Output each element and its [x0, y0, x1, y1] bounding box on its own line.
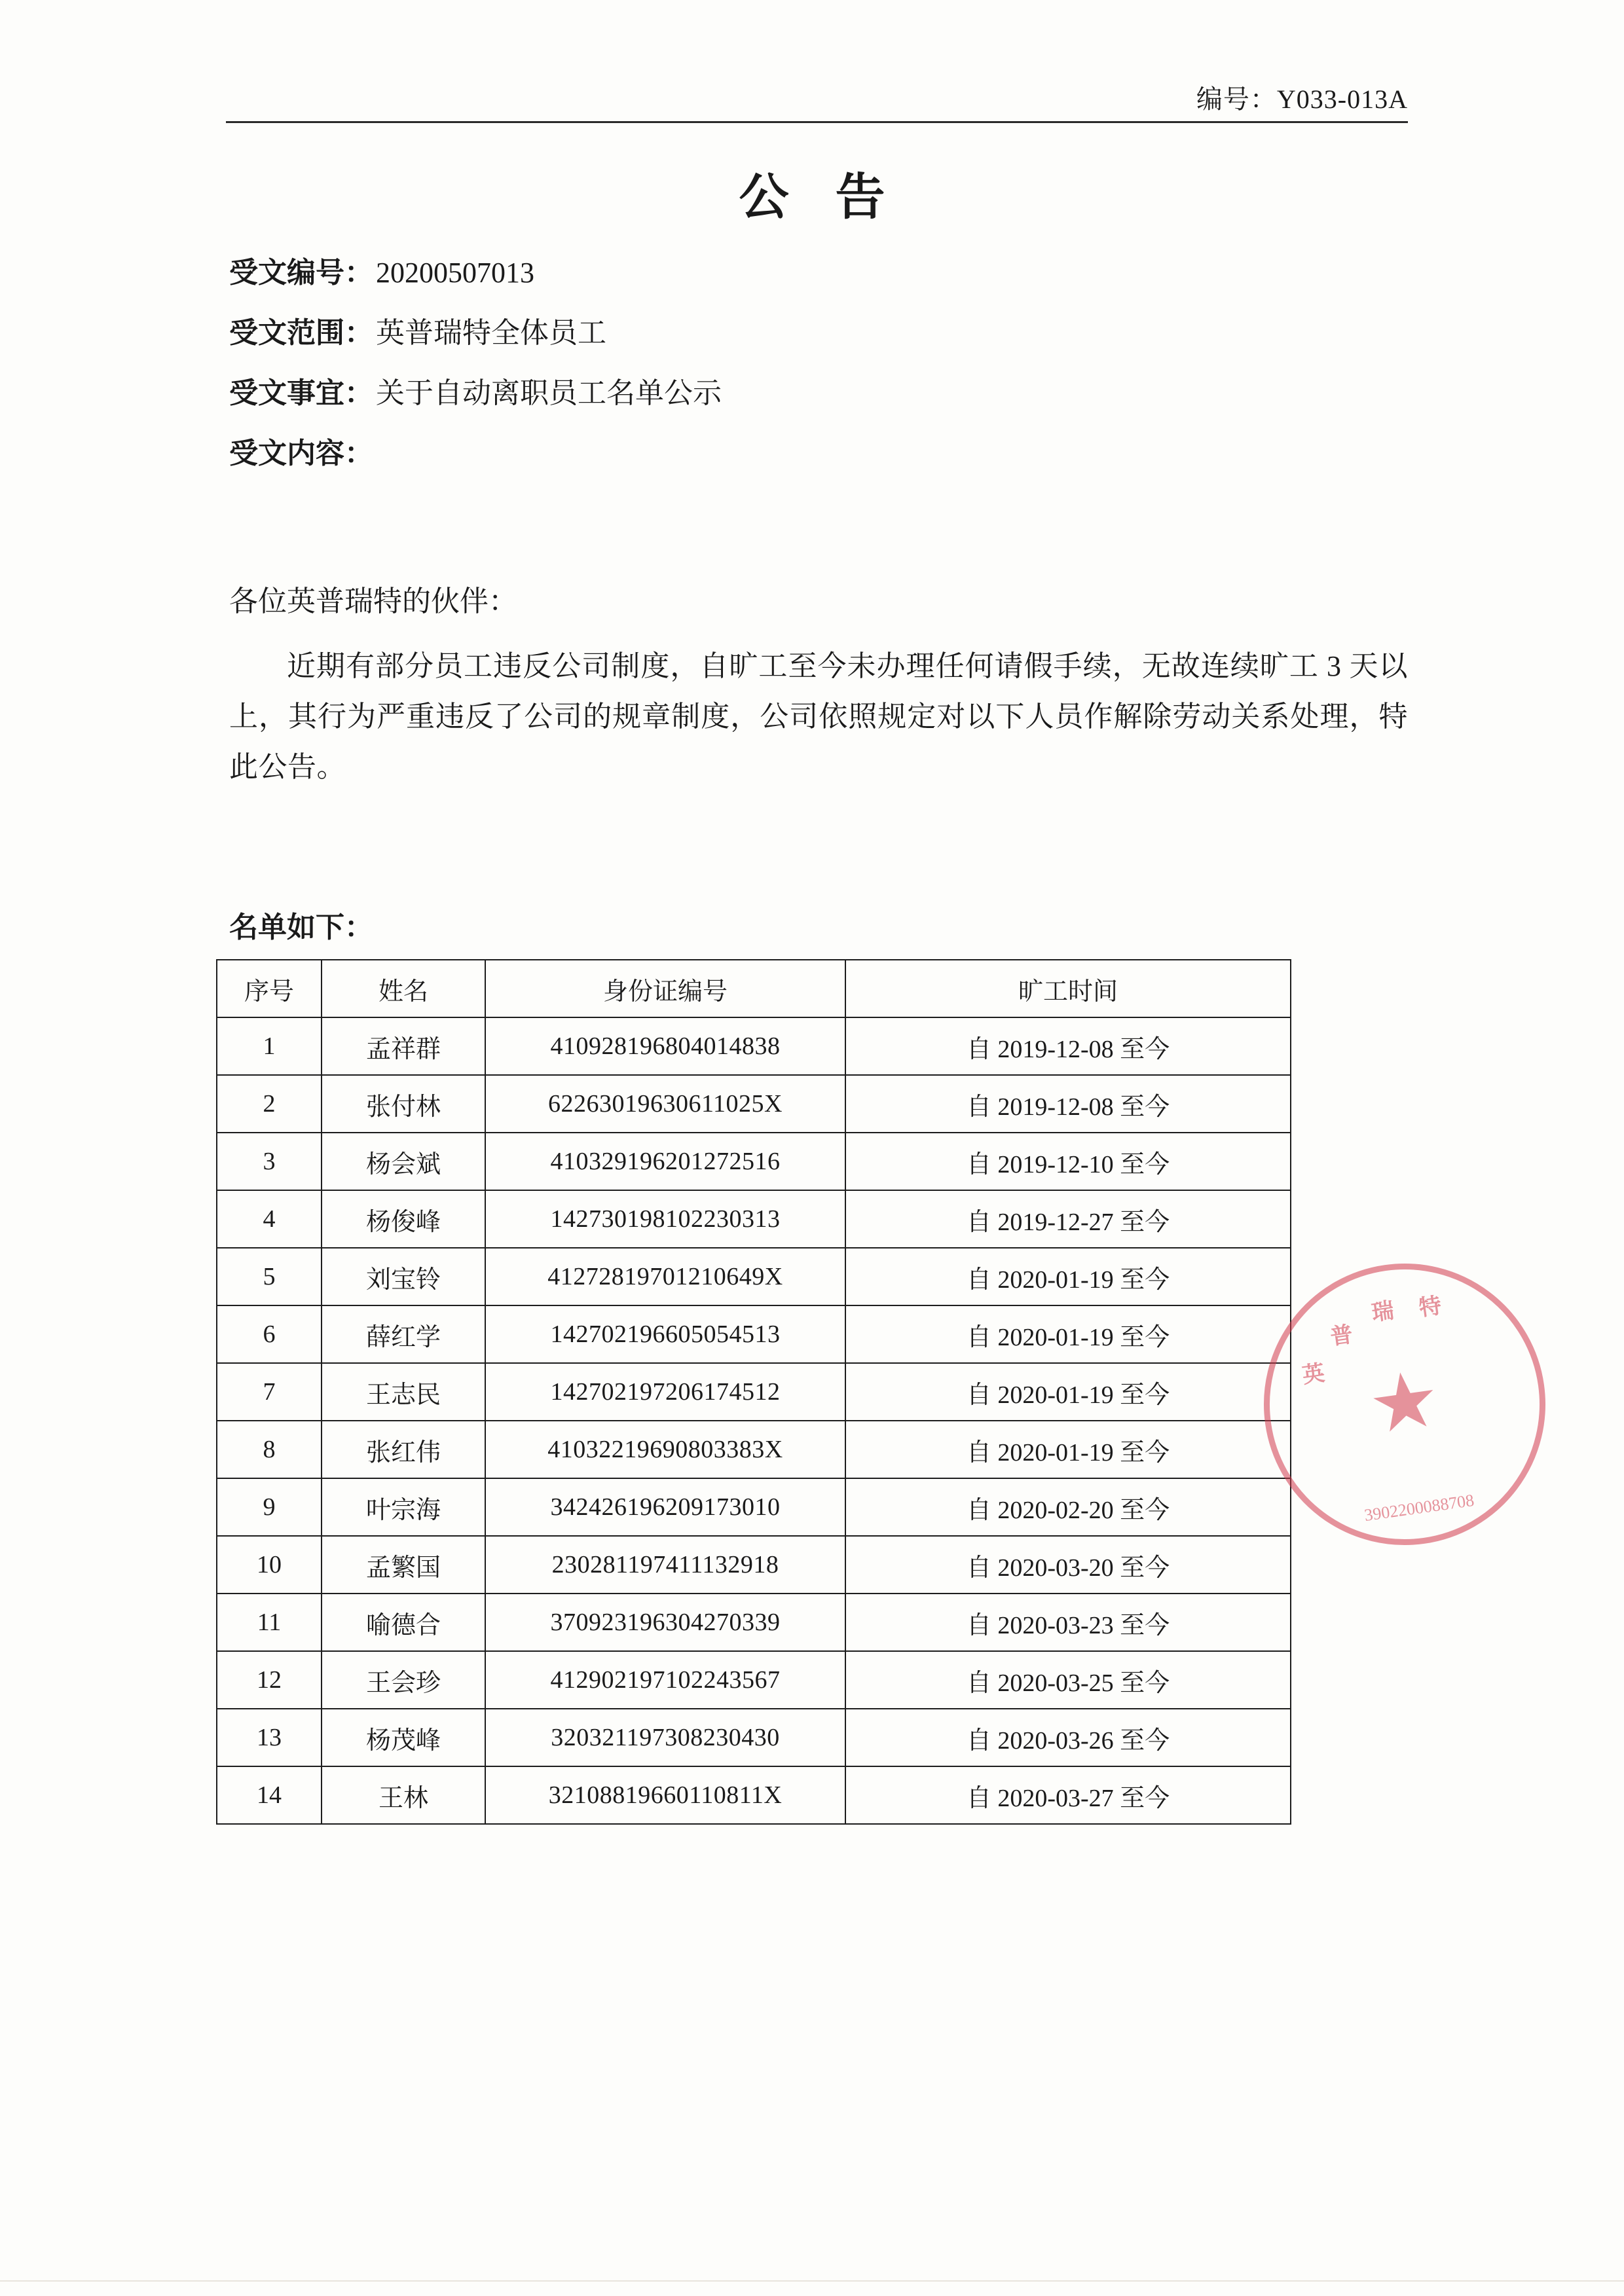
cell-name: 张红伟 — [322, 1421, 485, 1478]
table-row — [217, 1133, 1291, 1190]
cell-index: 5 — [217, 1248, 322, 1305]
cell-date: 自 2020-01-19 至今 — [845, 1248, 1291, 1305]
document-number: 编号：Y033-013A — [1196, 84, 1408, 114]
field-value-subject: 关于自动离职员工名单公示 — [376, 377, 722, 409]
cell-index: 8 — [217, 1421, 322, 1478]
cell-index: 2 — [217, 1075, 322, 1133]
table-row — [217, 1536, 1291, 1594]
table-header-row — [217, 960, 1291, 1017]
header-divider — [226, 121, 1408, 123]
cell-id: 41272819701210649X — [485, 1248, 845, 1305]
cell-id: 41032219690803383X — [485, 1421, 845, 1478]
cell-id: 410329196201272516 — [485, 1133, 845, 1190]
cell-id: 142702197206174512 — [485, 1363, 845, 1421]
cell-date: 自 2019-12-10 至今 — [845, 1133, 1291, 1190]
roster-table-wrapper — [216, 959, 1290, 1825]
cell-id: 412902197102243567 — [485, 1651, 845, 1709]
field-value-scope: 英普瑞特全体员工 — [376, 317, 606, 349]
cell-index: 13 — [217, 1709, 322, 1766]
table-row — [217, 1075, 1291, 1133]
cell-id: 410928196804014838 — [485, 1017, 845, 1075]
field-value-doc-number: 20200507013 — [376, 257, 534, 289]
cell-date: 自 2020-01-19 至今 — [845, 1363, 1291, 1421]
cell-id: 320321197308230430 — [485, 1709, 845, 1766]
cell-id: 142730198102230313 — [485, 1190, 845, 1248]
cell-date: 自 2020-01-19 至今 — [845, 1305, 1291, 1363]
cell-index: 10 — [217, 1536, 322, 1594]
cell-name: 薛红学 — [322, 1305, 485, 1363]
table-row — [217, 1709, 1291, 1766]
table-row — [217, 1594, 1291, 1651]
seal-char: 特 — [1417, 1294, 1443, 1321]
cell-index: 7 — [217, 1363, 322, 1421]
field-label-doc-number: 受文编号： — [229, 257, 373, 289]
cell-date: 自 2020-03-25 至今 — [845, 1651, 1291, 1709]
cell-date: 自 2020-03-27 至今 — [845, 1766, 1291, 1824]
cell-id: 142702196605054513 — [485, 1305, 845, 1363]
body-paragraph: 近期有部分员工违反公司制度，自旷工至今未办理任何请假手续，无故连续旷工 3 天以上，其行为严重违反了公司的规章制度，公司依照规定对以下人员作解除劳动关系处理，特此公告。 — [229, 650, 1408, 783]
cell-name: 王志民 — [322, 1363, 485, 1421]
table-row — [217, 1248, 1291, 1305]
cell-name: 孟祥群 — [322, 1017, 485, 1075]
seal-serial-number: 3902200088708 — [1363, 1490, 1475, 1525]
cell-index: 1 — [217, 1017, 322, 1075]
column-header-id: 身份证编号 — [485, 960, 845, 1017]
scan-bottom-edge — [0, 2280, 1624, 2282]
list-lead: 名单如下： — [229, 911, 373, 943]
cell-name: 张付林 — [322, 1075, 485, 1133]
seal-char: 普 — [1329, 1322, 1355, 1350]
cell-date: 自 2019-12-08 至今 — [845, 1017, 1291, 1075]
cell-date: 自 2019-12-27 至今 — [845, 1190, 1291, 1248]
seal-char: 英 — [1301, 1360, 1327, 1389]
table-row — [217, 1305, 1291, 1363]
field-row-subject — [229, 369, 1408, 411]
cell-name: 叶宗海 — [322, 1478, 485, 1536]
cell-name: 刘宝铃 — [322, 1248, 485, 1305]
field-row-doc-number — [229, 249, 1408, 291]
table-row — [217, 1363, 1291, 1421]
field-label-scope: 受文范围： — [229, 317, 373, 349]
column-header-index: 序号 — [217, 960, 322, 1017]
cell-date: 自 2020-03-26 至今 — [845, 1709, 1291, 1766]
company-seal-stamp — [1246, 1245, 1564, 1563]
body-text — [229, 576, 1408, 792]
cell-id: 32108819660110811X — [485, 1766, 845, 1824]
field-label-content: 受文内容： — [229, 437, 373, 469]
table-row — [217, 1017, 1291, 1075]
cell-date: 自 2020-03-23 至今 — [845, 1594, 1291, 1651]
cell-name: 杨俊峰 — [322, 1190, 485, 1248]
cell-index: 11 — [217, 1594, 322, 1651]
cell-date: 自 2020-02-20 至今 — [845, 1478, 1291, 1536]
seal-arc-text — [1246, 1245, 1564, 1563]
cell-name: 王林 — [322, 1766, 485, 1824]
roster-table — [216, 959, 1291, 1825]
field-row-scope — [229, 309, 1408, 351]
column-header-date: 旷工时间 — [845, 960, 1291, 1017]
table-row — [217, 1651, 1291, 1709]
cell-index: 3 — [217, 1133, 322, 1190]
cell-id: 62263019630611025X — [485, 1075, 845, 1133]
field-row-content — [229, 429, 1408, 471]
cell-date: 自 2020-03-20 至今 — [845, 1536, 1291, 1594]
cell-id: 370923196304270339 — [485, 1594, 845, 1651]
table-row — [217, 1190, 1291, 1248]
cell-date: 自 2019-12-08 至今 — [845, 1075, 1291, 1133]
cell-name: 孟繁国 — [322, 1536, 485, 1594]
cell-name: 杨茂峰 — [322, 1709, 485, 1766]
field-list — [229, 249, 1408, 490]
cell-index: 12 — [217, 1651, 322, 1709]
cell-id: 342426196209173010 — [485, 1478, 845, 1536]
column-header-name: 姓名 — [322, 960, 485, 1017]
seal-char: 瑞 — [1370, 1298, 1396, 1326]
cell-id: 230281197411132918 — [485, 1536, 845, 1594]
seal-ring — [1246, 1245, 1564, 1563]
table-row — [217, 1478, 1291, 1536]
cell-index: 9 — [217, 1478, 322, 1536]
cell-name: 杨会斌 — [322, 1133, 485, 1190]
field-label-subject: 受文事宜： — [229, 377, 373, 409]
page-title: 公 告 — [739, 170, 902, 225]
cell-index: 14 — [217, 1766, 322, 1824]
salutation: 各位英普瑞特的伙伴： — [229, 585, 517, 617]
table-row — [217, 1766, 1291, 1824]
cell-index: 4 — [217, 1190, 322, 1248]
table-row — [217, 1421, 1291, 1478]
seal-star-icon: ★ — [1363, 1354, 1446, 1451]
cell-index: 6 — [217, 1305, 322, 1363]
cell-name: 王会珍 — [322, 1651, 485, 1709]
cell-name: 喻德合 — [322, 1594, 485, 1651]
cell-date: 自 2020-01-19 至今 — [845, 1421, 1291, 1478]
